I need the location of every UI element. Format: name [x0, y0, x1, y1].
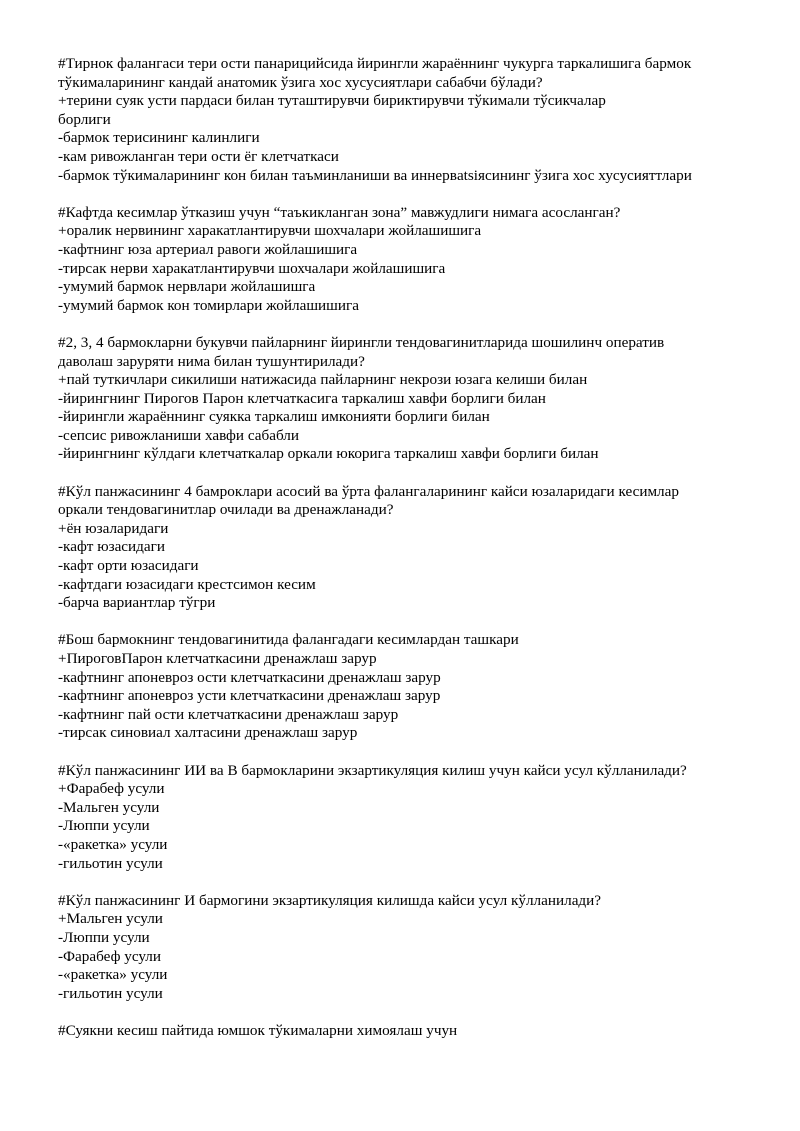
answer-option: -сепсис ривожланиши хавфи сабабли	[58, 426, 300, 444]
question-text: #Кўл панжасининг И бармогини экзартикуляция килишда кайси усул кўлланилади?	[58, 891, 602, 909]
question-block-7	[58, 892, 748, 1004]
answer-option: -кафтнинг пай ости клетчаткасини дренажлаш зарур	[58, 705, 399, 723]
question-block-1	[58, 55, 748, 185]
question-block-8	[58, 1022, 748, 1041]
answer-option: -йирингли жараённинг суякка таркалиш имконияти борлиги билан	[58, 408, 490, 426]
question-text: оркали тендовагинитлар очилади ва дренажланади?	[58, 501, 394, 519]
answer-option: -кафтнинг апоневроз ости клетчаткасини дренажлаш зарур	[58, 668, 441, 686]
correct-answer: +ён юзаларидаги	[58, 519, 169, 537]
answer-option: -гильотин усули	[58, 984, 163, 1002]
answer-option: -бармок терисининг калинлиги	[58, 129, 260, 147]
answer-option: -Люппи усули	[58, 817, 150, 835]
correct-answer: +ПироговПарон клетчаткасини дренажлаш зарур	[58, 650, 377, 667]
question-text: #Кўл панжасининг ИИ ва В бармокларини экзартикуляция килиш учун кайси усул кўлланилади?	[58, 761, 687, 779]
correct-answer: +пай туткичлари сикилиши натижасида пайларнинг некрози юзага келиши билан	[58, 371, 588, 389]
answer-option: -«ракетка» усули	[58, 835, 168, 853]
answer-option: -Люппи усули	[58, 928, 150, 946]
question-text: #2, 3, 4 бармокларни букувчи пайларнинг йирингли тендовагинитларида шошилинч оператив	[58, 333, 665, 351]
correct-answer: борлиги	[58, 110, 111, 128]
question-text: #Бош бармокнинг тендовагинитида фалангадаги кесимлардан ташкари	[58, 631, 519, 649]
question-text: #Суякни кесиш пайтида юмшок тўкималарни химоялаш учун	[58, 1021, 458, 1039]
question-block-4	[58, 483, 748, 613]
answer-option: -кафтдаги юзасидаги крестсимон кесим	[58, 575, 316, 593]
question-text: #Тирнок фалангаси тери ости панарицийсида йирингли жараённинг чукурга таркалишига бармок	[58, 55, 692, 72]
question-block-3	[58, 334, 748, 464]
answer-option: -йирингнинг Пирогов Парон клетчаткасига таркалиш хавфи борлиги билан	[58, 389, 546, 407]
answer-option: -бармок тўкималарининг кон билан таъминланиши ва иннервatsiясининг ўзига хос хусусияттлари	[58, 166, 692, 184]
correct-answer: +Фарабеф усули	[58, 780, 165, 798]
answer-option: -умумий бармок кон томирлари жойлашишига	[58, 296, 359, 314]
answer-option: -Мальген усули	[58, 798, 160, 816]
answer-option: -барча вариантлар тўгри	[58, 594, 216, 612]
correct-answer: +терини суяк усти пардаси билан туташтирувчи бириктирувчи тўкимали тўсикчалар	[58, 92, 606, 110]
answer-option: -кафт орти юзасидаги	[58, 557, 199, 575]
correct-answer: +Мальген усули	[58, 910, 163, 928]
answer-option: -кафт юзасидаги	[58, 538, 166, 556]
question-text: #Кафтда кесимлар ўтказиш учун “таъкикланган зона” мавжудлиги нимага асосланган?	[58, 203, 621, 221]
correct-answer: +оралик нервининг харакатлантирувчи шохчалари жойлашишига	[58, 222, 482, 240]
document-page	[58, 55, 748, 1059]
question-block-6	[58, 762, 748, 874]
answer-option: -тирсак нерви харакатлантирувчи шохчалари жойлашишига	[58, 259, 446, 277]
answer-option: -Фарабеф усули	[58, 947, 161, 965]
answer-option: -умумий бармок нервлари жойлашишга	[58, 278, 316, 296]
answer-option: -кам ривожланган тери ости ёг клетчаткаси	[58, 147, 339, 165]
answer-option: -кафтнинг юза артериал равоги жойлашишига	[58, 240, 358, 258]
answer-option: -кафтнинг апоневроз усти клетчаткасини дренажлаш зарур	[58, 687, 441, 705]
question-text: тўкималарининг кандай анатомик ўзига хос хусусиятлари сабабчи бўлади?	[58, 73, 543, 91]
answer-option: -тирсак синовиал халтасини дренажлаш зарур	[58, 724, 358, 742]
answer-option: -йирингнинг кўлдаги клетчаткалар оркали юкорига таркалиш хавфи борлиги билан	[58, 445, 599, 463]
question-block-2	[58, 204, 748, 316]
question-text: #Кўл панжасининг 4 бамроклари асосий ва ўрта фалангаларининг кайси юзаларидаги кесимлар	[58, 482, 679, 500]
question-block-5	[58, 631, 748, 743]
answer-option: -«ракетка» усули	[58, 966, 168, 984]
answer-option: -гильотин усули	[58, 854, 163, 872]
question-text: даволаш заруряти нима билан тушунтирилади?	[58, 352, 365, 370]
